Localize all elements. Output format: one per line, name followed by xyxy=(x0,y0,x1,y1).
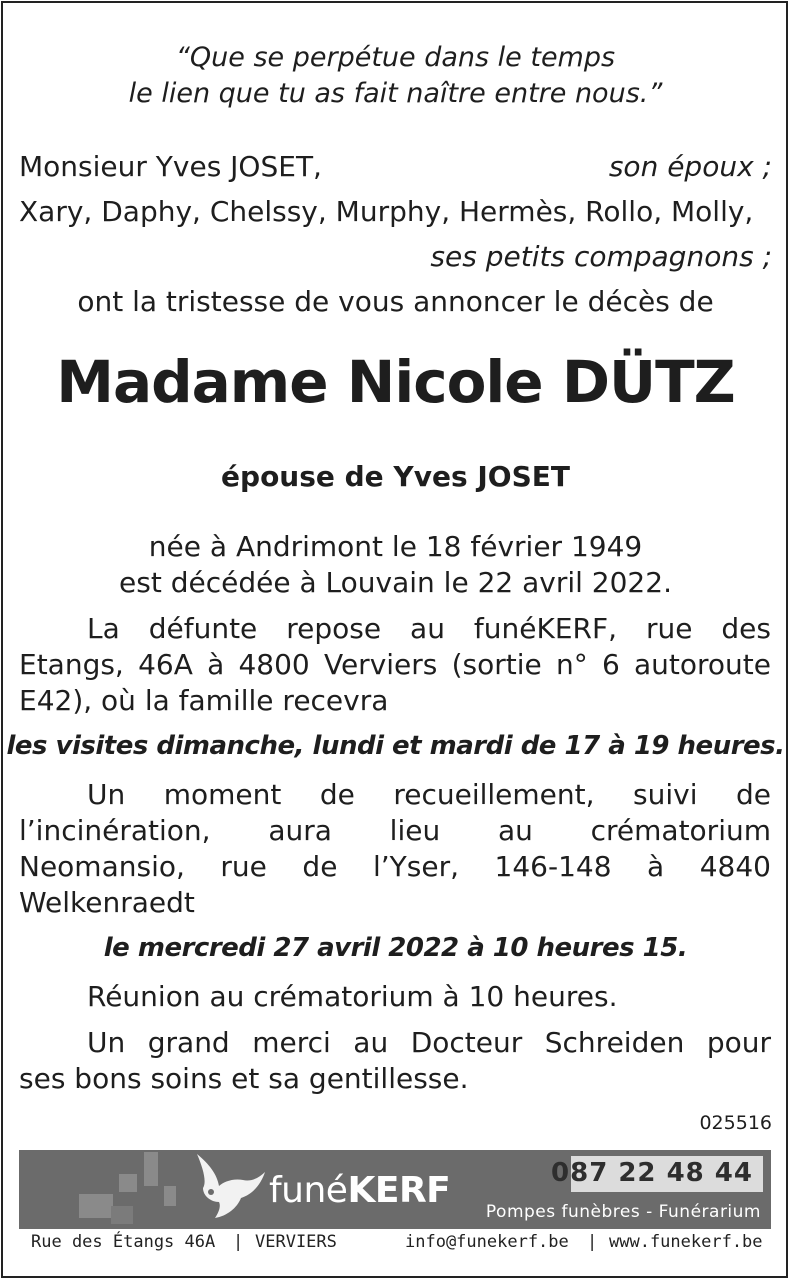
separator: | xyxy=(587,1232,598,1252)
quote-line-2: le lien que tu as fait naître entre nous.” xyxy=(128,78,663,109)
ceremony-line-2: l’incinération, aura lieu au crématorium xyxy=(19,814,771,847)
ceremony-date: le mercredi 27 avril 2022 à 10 heures 15. xyxy=(103,933,688,963)
address-text: Rue des Étangs 46A xyxy=(31,1232,216,1252)
email-link[interactable]: info@funekerf.be xyxy=(405,1232,569,1252)
ceremony-line-3: Neomansio, rue de l’Yser, 146-148 à 4840 xyxy=(19,850,771,883)
visits-hours: les visites dimanche, lundi et mardi de 17 à 19 heures. xyxy=(6,731,785,761)
deceased-name: Madame Nicole DÜTZ xyxy=(56,348,735,416)
decor-square xyxy=(164,1186,176,1206)
website-link[interactable]: www.funekerf.be xyxy=(609,1232,763,1252)
reference-number: 025516 xyxy=(699,1112,772,1134)
brand-logo xyxy=(269,1170,450,1211)
reunion-text: Réunion au crématorium à 10 heures. xyxy=(87,980,618,1013)
thanks-line-2: ses bons soins et sa gentillesse. xyxy=(19,1062,469,1095)
contact-footer xyxy=(19,1232,771,1260)
pets-role: ses petits compagnons ; xyxy=(430,240,772,273)
spouse-line: épouse de Yves JOSET xyxy=(221,460,570,493)
decor-square xyxy=(111,1206,133,1224)
announcement-text: ont la tristesse de vous annoncer le décès de xyxy=(77,285,714,318)
death-line: est décédée à Louvain le 22 avril 2022. xyxy=(119,566,672,599)
husband-name: Monsieur Yves JOSET, xyxy=(19,150,322,183)
brand-bold: KERF xyxy=(347,1170,451,1211)
decor-square xyxy=(119,1174,137,1192)
repose-line-3: E42), où la famille recevra xyxy=(19,684,389,717)
husband-role: son époux ; xyxy=(608,150,772,183)
funeral-home-banner xyxy=(19,1150,771,1229)
pets-names: Xary, Daphy, Chelssy, Murphy, Hermès, Rollo, Molly, xyxy=(19,195,754,228)
decor-square xyxy=(144,1152,158,1186)
quote-line-1: “Que se perpétue dans le temps xyxy=(175,42,616,73)
ceremony-line-4: Welkenraedt xyxy=(19,886,195,919)
separator: | xyxy=(233,1232,244,1252)
decor-square xyxy=(79,1194,113,1218)
city-text: VERVIERS xyxy=(255,1232,337,1252)
repose-line-2: Etangs, 46A à 4800 Verviers (sortie n° 6 autoroute xyxy=(19,648,771,681)
tagline: Pompes funèbres - Funérarium xyxy=(485,1202,761,1222)
repose-line-1: La défunte repose au funéKERF, rue des xyxy=(87,612,771,645)
birth-line: née à Andrimont le 18 février 1949 xyxy=(148,530,643,563)
brand-light: funé xyxy=(269,1170,348,1211)
dove-icon xyxy=(189,1152,267,1222)
phone-number[interactable]: 087 22 48 44 xyxy=(551,1158,753,1188)
thanks-line-1: Un grand merci au Docteur Schreiden pour xyxy=(87,1026,771,1059)
ceremony-line-1: Un moment de recueillement, suivi de xyxy=(87,778,771,811)
